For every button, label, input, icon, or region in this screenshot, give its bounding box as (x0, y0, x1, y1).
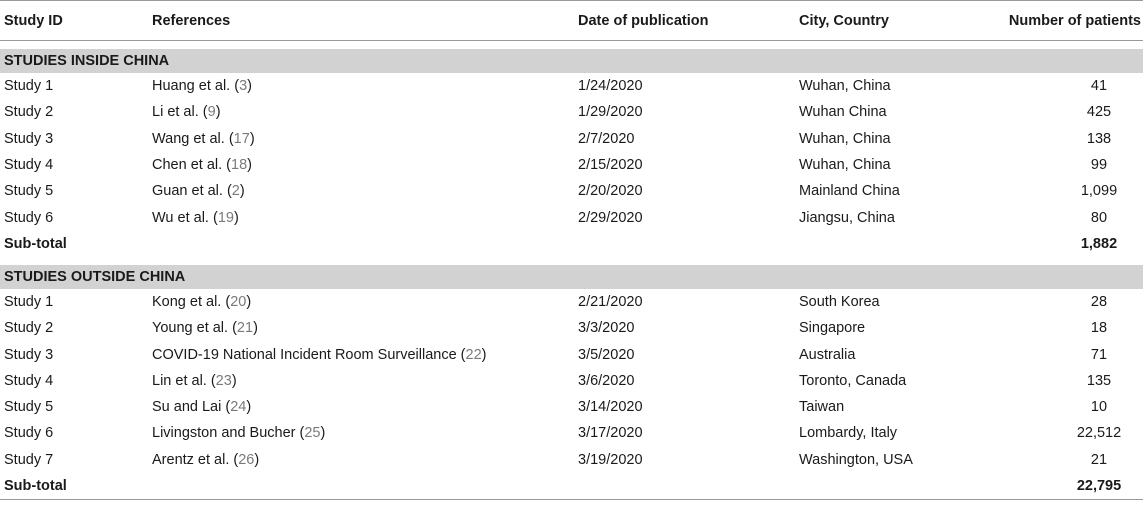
reference-cell (148, 73, 574, 99)
reference-cell (148, 204, 574, 230)
patients-cell: 71 (1090, 346, 1108, 363)
reference-link[interactable]: 25 (304, 425, 321, 442)
section-title: STUDIES OUTSIDE CHINA (0, 265, 1143, 289)
reference-cell (148, 341, 574, 367)
header-study-id: Study ID (0, 1, 148, 41)
reference-cell (148, 420, 574, 446)
reference-close-paren: ) (253, 320, 258, 337)
reference-author: Guan et al. ( (152, 183, 232, 200)
study-id-cell: Study 6 (4, 425, 54, 442)
patients-cell: 18 (1090, 320, 1108, 337)
section-header-row (0, 265, 1143, 289)
table-row (0, 368, 1143, 394)
location-cell: Singapore (799, 320, 866, 337)
reference-close-paren: ) (246, 293, 252, 310)
reference-link[interactable]: 22 (465, 346, 482, 363)
reference-author: Young et al. ( (152, 320, 237, 337)
subtotal-row (0, 231, 1143, 257)
date-cell: 1/24/2020 (578, 78, 643, 95)
reference-close-paren: ) (233, 209, 239, 226)
reference-link[interactable]: 18 (231, 157, 248, 174)
reference-link[interactable]: 23 (215, 372, 232, 389)
study-id-cell: Study 7 (4, 451, 54, 468)
section-header-row (0, 49, 1143, 73)
date-cell: 2/7/2020 (578, 130, 635, 147)
location-cell: Taiwan (799, 399, 845, 416)
reference-link[interactable]: 2 (231, 183, 240, 200)
location-cell: Wuhan, China (799, 78, 891, 95)
patients-cell: 41 (1090, 78, 1108, 95)
date-cell: 3/3/2020 (578, 320, 635, 337)
reference-link[interactable]: 21 (236, 320, 254, 337)
patients-cell: 99 (1090, 157, 1108, 174)
study-id-cell: Study 3 (4, 130, 54, 147)
reference-link[interactable]: 17 (233, 130, 250, 147)
reference-link[interactable]: 20 (230, 293, 247, 310)
table-row (0, 315, 1143, 341)
table-row (0, 289, 1143, 315)
date-cell: 3/6/2020 (578, 372, 635, 389)
table-row (0, 420, 1143, 446)
reference-cell (148, 447, 574, 473)
reference-close-paren: ) (320, 425, 326, 442)
header-row (0, 1, 1143, 41)
reference-author: Livingston and Bucher ( (152, 425, 305, 442)
date-cell: 3/17/2020 (578, 425, 643, 442)
reference-link[interactable]: 3 (239, 78, 248, 95)
patients-cell: 425 (1086, 104, 1112, 121)
date-cell: 3/14/2020 (578, 399, 643, 416)
header-location: City, Country (795, 1, 995, 41)
spacer-row (0, 41, 1143, 50)
location-cell: Toronto, Canada (799, 372, 907, 389)
reference-link[interactable]: 19 (217, 209, 234, 226)
reference-author: COVID-19 National Incident Room Surveillance ( (152, 346, 466, 363)
reference-author: Li et al. ( (152, 104, 208, 121)
patients-cell: 80 (1090, 209, 1108, 226)
location-cell: Lombardy, Italy (799, 425, 898, 442)
reference-cell (148, 368, 574, 394)
spacer-cell (0, 257, 1143, 265)
reference-author: Lin et al. ( (152, 372, 216, 389)
reference-close-paren: ) (249, 130, 255, 147)
reference-cell (148, 126, 574, 152)
reference-cell (148, 289, 574, 315)
patients-cell: 135 (1086, 372, 1112, 389)
date-cell: 1/29/2020 (578, 104, 643, 121)
table-row (0, 73, 1143, 99)
spacer-row (0, 257, 1143, 265)
reference-link[interactable]: 24 (230, 399, 247, 416)
table-row (0, 341, 1143, 367)
spacer-cell (0, 41, 1143, 50)
location-cell: Jiangsu, China (799, 209, 895, 226)
study-id-cell: Study 6 (4, 209, 54, 226)
section-title: STUDIES INSIDE CHINA (0, 49, 1143, 73)
study-id-cell: Study 2 (4, 320, 54, 337)
study-id-cell: Study 4 (4, 372, 54, 389)
date-cell: 2/21/2020 (578, 293, 643, 310)
location-cell: Australia (799, 346, 856, 363)
patients-cell: 28 (1090, 293, 1108, 310)
subtotal-row (0, 473, 1143, 500)
reference-close-paren: ) (247, 78, 252, 95)
location-cell: Mainland China (799, 183, 900, 200)
header-date: Date of publication (574, 1, 795, 41)
study-id-cell: Study 1 (4, 293, 54, 310)
location-cell: Wuhan, China (799, 157, 891, 174)
date-cell: 2/15/2020 (578, 157, 643, 174)
reference-author: Wang et al. ( (152, 130, 234, 147)
reference-cell (148, 394, 574, 420)
header-patients: Number of patients (995, 1, 1143, 41)
table-row (0, 447, 1143, 473)
table-row (0, 126, 1143, 152)
reference-author: Wu et al. ( (152, 209, 218, 226)
reference-close-paren: ) (239, 183, 245, 200)
table-row (0, 394, 1143, 420)
location-cell: South Korea (799, 293, 880, 310)
date-cell: 2/29/2020 (578, 209, 643, 226)
patients-cell: 138 (1086, 130, 1112, 147)
subtotal-value: 1,882 (1080, 235, 1118, 252)
patients-cell: 10 (1090, 399, 1108, 416)
reference-author: Chen et al. ( (152, 157, 231, 174)
subtotal-label: Sub-total (0, 473, 995, 500)
table-body (0, 41, 1143, 500)
study-id-cell: Study 1 (4, 78, 54, 95)
table-row (0, 178, 1143, 204)
patients-cell: 1,099 (1080, 183, 1118, 200)
study-id-cell: Study 5 (4, 183, 54, 200)
reference-author: Arentz et al. ( (152, 451, 239, 468)
reference-close-paren: ) (247, 157, 252, 174)
patients-cell: 22,512 (1076, 425, 1122, 442)
reference-author: Kong et al. ( (152, 293, 231, 310)
location-cell: Washington, USA (799, 451, 913, 468)
study-id-cell: Study 5 (4, 399, 54, 416)
reference-cell (148, 99, 574, 125)
reference-link[interactable]: 9 (207, 104, 216, 121)
location-cell: Wuhan, China (799, 130, 891, 147)
table-row (0, 152, 1143, 178)
date-cell: 3/19/2020 (578, 451, 643, 468)
location-cell: Wuhan China (799, 104, 887, 121)
reference-cell (148, 178, 574, 204)
reference-author: Su and Lai ( (152, 399, 231, 416)
table-row (0, 204, 1143, 230)
reference-close-paren: ) (246, 399, 252, 416)
table-row (0, 99, 1143, 125)
subtotal-value: 22,795 (995, 473, 1143, 500)
reference-cell (148, 152, 574, 178)
study-id-cell: Study 3 (4, 346, 54, 363)
header-references: References (148, 1, 574, 41)
date-cell: 2/20/2020 (578, 183, 643, 200)
study-id-cell: Study 2 (4, 104, 54, 121)
patients-cell: 21 (1090, 451, 1108, 468)
reference-close-paren: ) (481, 346, 487, 363)
reference-link[interactable]: 26 (238, 451, 255, 468)
study-id-cell: Study 4 (4, 157, 54, 174)
reference-close-paren: ) (254, 451, 260, 468)
subtotal-label: Sub-total (4, 235, 67, 252)
reference-cell (148, 315, 574, 341)
date-cell: 3/5/2020 (578, 346, 635, 363)
reference-close-paren: ) (215, 104, 221, 121)
reference-close-paren: ) (231, 372, 237, 389)
reference-author: Huang et al. ( (152, 78, 240, 95)
